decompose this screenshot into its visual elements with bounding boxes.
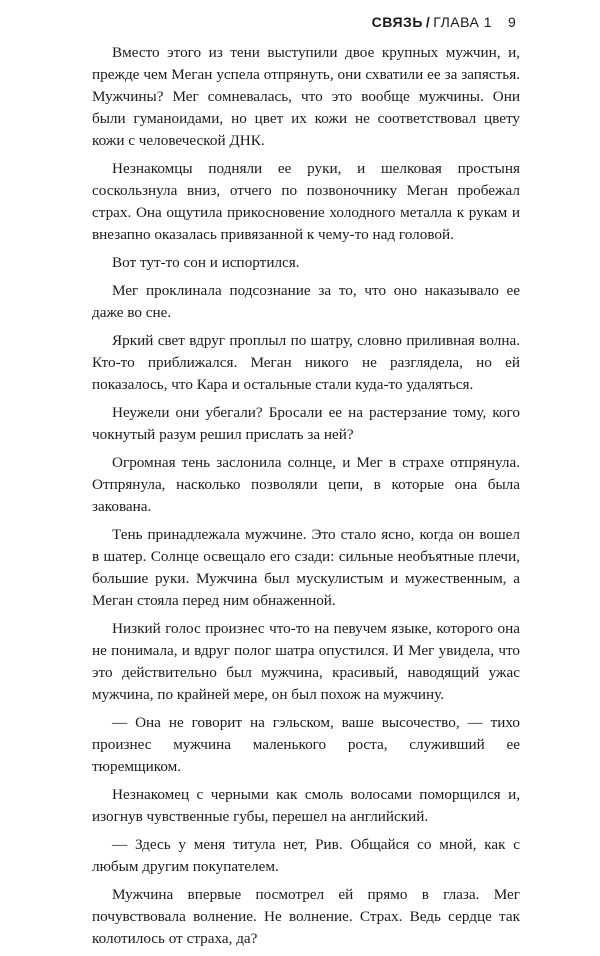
paragraph-12: — Здесь у меня титула нет, Рив. Общайся со мной, как с любым другим покупателем.	[92, 836, 520, 875]
paragraph-1: Вместо этого из тени выступили двое крупных мужчин, и, прежде чем Меган успела отпрянуть, они схватили ее за запястья. Мужчины? Мег сомневалась, что это вообще мужчины. Они были гуманоидами, но цвет их кожи не соответствовал цвету кожи с человеческой ДНК.	[92, 44, 520, 149]
running-header	[0, 10, 600, 34]
paragraph-2: Незнакомцы подняли ее руки, и шелковая простыня соскользнула вниз, отчего по позвоночнику Меган пробежал страх. Она ощутила прикосновение холодного металла к рукам и внезапно оказалась привязанной к чему-то над головой.	[92, 160, 520, 243]
paragraph-4: Мег проклинала подсознание за то, что оно наказывало ее даже во сне.	[92, 282, 520, 321]
paragraph-5: Яркий свет вдруг проплыл по шатру, словно приливная волна. Кто-то приближался. Меган никого не разглядела, но ей показалось, что Кара и остальные стали куда-то удаляться.	[92, 332, 520, 393]
paragraph-7: Огромная тень заслонила солнце, и Мег в страхе отпрянула. Отпрянула, насколько позволяли цепи, в которые она была закована.	[92, 454, 520, 515]
book-title: СВЯЗЬ	[371, 14, 423, 30]
paragraph-13: Мужчина впервые посмотрел ей прямо в глаза. Мег почувствовала волнение. Не волнение. Страх. Ведь сердце так колотилось от страха, да?	[92, 886, 520, 947]
body-text	[92, 42, 520, 956]
paragraph-10: — Она не говорит на гэльском, ваше высочество, — тихо произнес мужчина маленького роста, служивший ее тюремщиком.	[92, 714, 520, 775]
title-separator: /	[425, 14, 431, 30]
running-title	[372, 14, 492, 30]
paragraph-9: Низкий голос произнес что-то на певучем языке, которого она не понимала, и вдруг полог шатра опустился. И Мег увидела, что это действительно был мужчина, красивый, наводящий ужас мужчина, по крайней мере, он был похож на мужчину.	[92, 620, 520, 703]
paragraph-8: Тень принадлежала мужчине. Это стало ясно, когда он вошел в шатер. Солнце освещало его сзади: сильные необъятные плечи, большие руки. Мужчина был мускулистым и мужественным, а Меган стояла перед ним обнаженной.	[92, 526, 520, 609]
page-number: 9	[508, 14, 516, 30]
chapter-label: ГЛАВА 1	[433, 14, 492, 30]
paragraph-3: Вот тут-то сон и испортился.	[112, 254, 300, 271]
paragraph-11: Незнакомец с черными как смоль волосами поморщился и, изогнув чувственные губы, перешел на английский.	[92, 786, 520, 825]
paragraph-6: Неужели они убегали? Бросали ее на растерзание тому, кого чокнутый разум решил прислать за ней?	[92, 404, 520, 443]
